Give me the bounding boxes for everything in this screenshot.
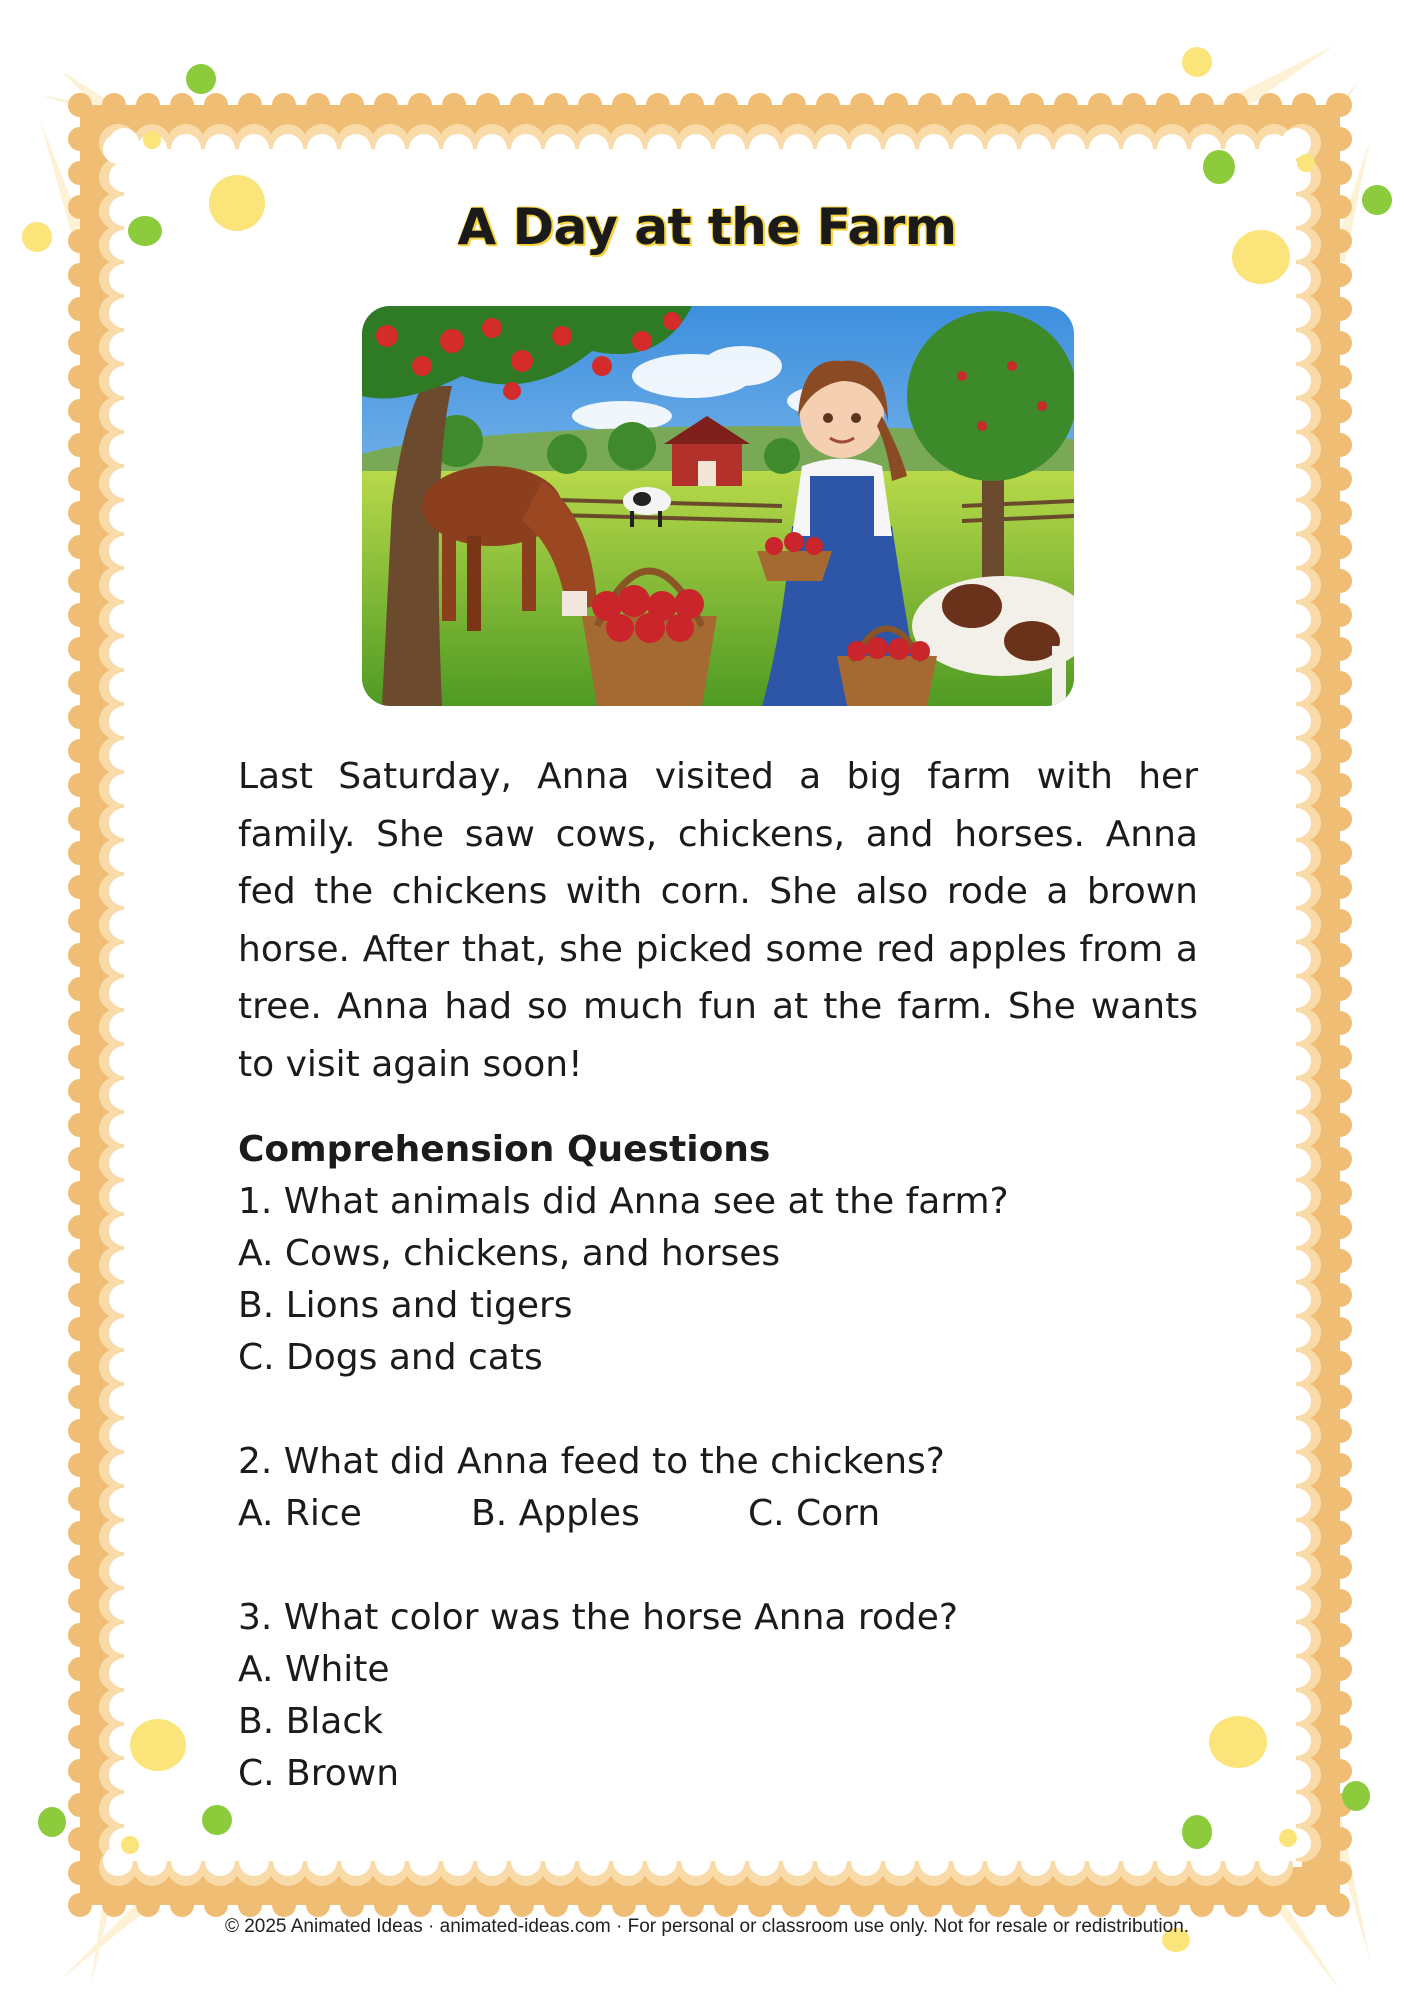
answer-option: B. Lions and tigers: [238, 1285, 573, 1326]
question-prompt: 1. What animals did Anna see at the farm?: [238, 1181, 1009, 1222]
answer-option: C. Corn: [748, 1493, 881, 1534]
question-1: [238, 1176, 1198, 1384]
comprehension-questions: [238, 1124, 1198, 1800]
answer-option: B. Apples: [471, 1493, 640, 1534]
answer-option: A. White: [238, 1649, 390, 1690]
question-prompt: 2. What did Anna feed to the chickens?: [238, 1441, 945, 1482]
copyright-footer: © 2025 Animated Ideas · animated-ideas.com · For personal or classroom use only. Not for resale or redistribution.: [224, 1916, 1190, 1937]
questions-heading: Comprehension Questions: [238, 1129, 771, 1170]
page-title: A Day at the Farm: [457, 198, 957, 256]
answer-option: A. Rice: [238, 1493, 362, 1534]
answer-option: C. Brown: [238, 1753, 400, 1794]
question-2: [238, 1436, 1198, 1540]
story-paragraph: Last Saturday, Anna visited a big farm with her family. She saw cows, chickens, and horses. Anna fed the chickens with corn. She also rode a brown horse. After that, she picked some red apples from a tree. Anna had so much fun at the farm. She wants to visit again soon!: [238, 756, 1198, 1085]
question-prompt: 3. What color was the horse Anna rode?: [238, 1597, 959, 1638]
answer-options-row: [238, 1488, 1198, 1540]
answer-option: C. Dogs and cats: [238, 1337, 543, 1378]
answer-option: A. Cows, chickens, and horses: [238, 1233, 781, 1274]
question-3: [238, 1592, 1198, 1800]
farm-illustration: [362, 306, 1074, 706]
answer-option: B. Black: [238, 1701, 383, 1742]
